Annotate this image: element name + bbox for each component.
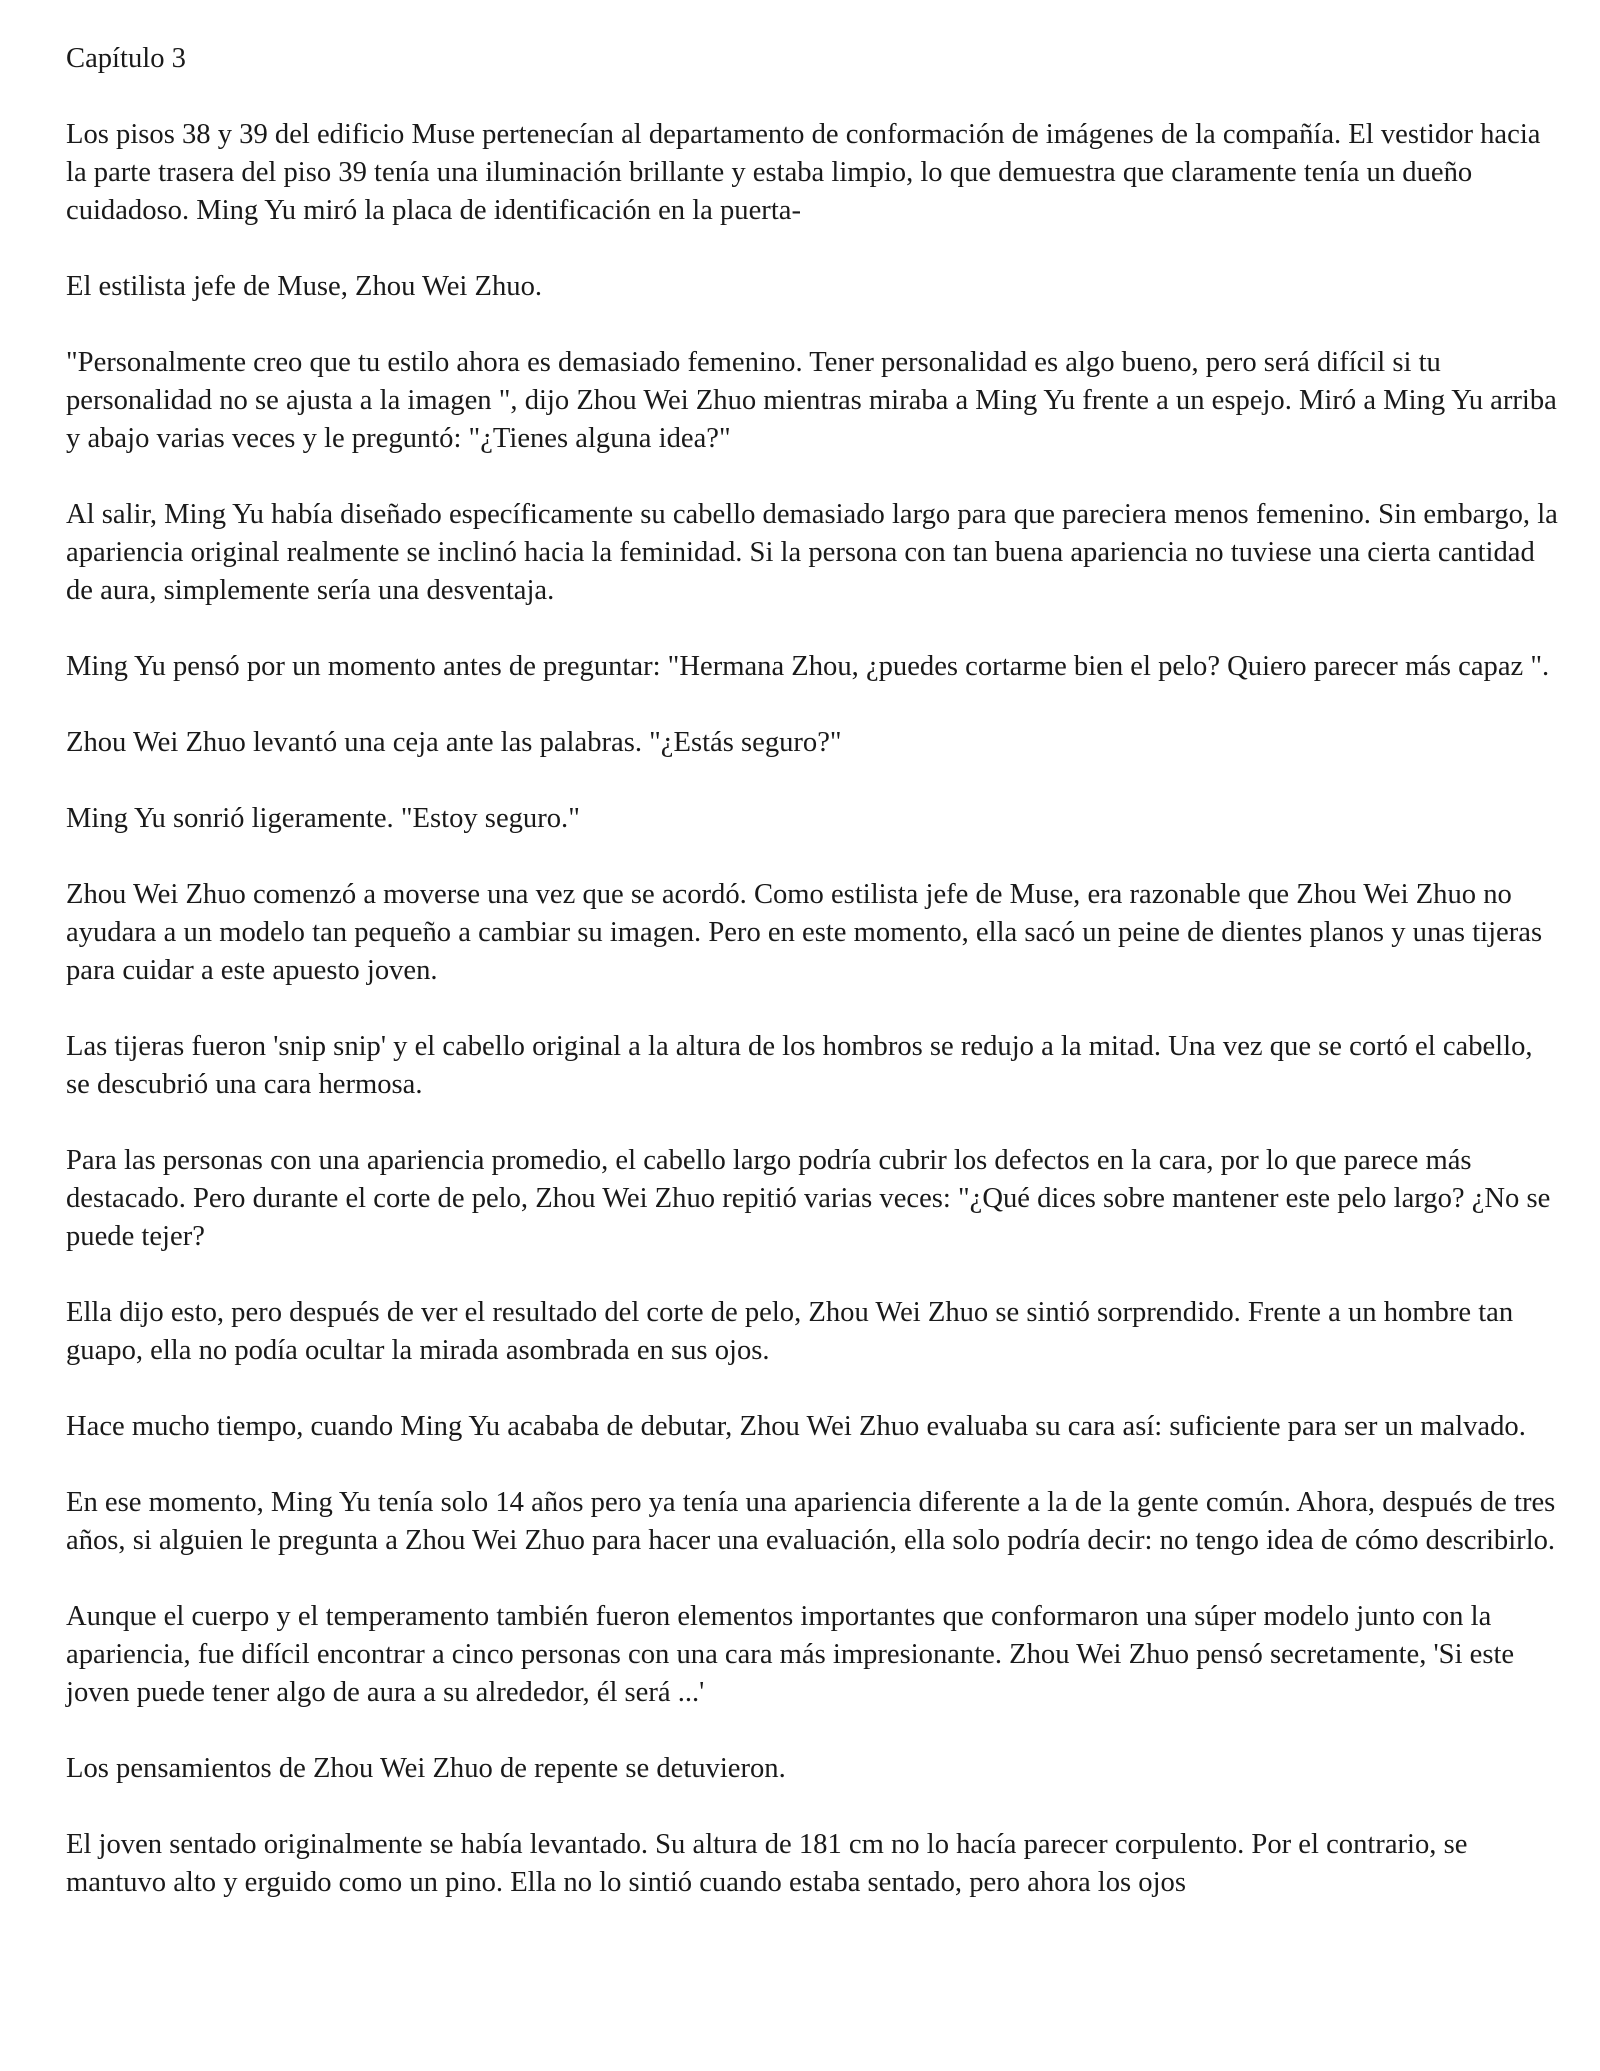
- paragraph-2: El estilista jefe de Muse, Zhou Wei Zhuo.: [66, 271, 543, 302]
- paragraph-8: Zhou Wei Zhuo comenzó a moverse una vez que se acordó. Como estilista jefe de Muse, era razonable que Zhou Wei Zhuo no ayudara a un modelo tan pequeño a cambiar su imagen. Pero en este momento, ella sacó un peine de dientes planos y unas tijeras para cuidar a este apuesto joven.: [66, 879, 1543, 986]
- paragraph-10: Para las personas con una apariencia promedio, el cabello largo podría cubrir los defectos en la cara, por lo que parece más destacado. Pero durante el corte de pelo, Zhou Wei Zhuo repitió varias veces: "¿Qué dices sobre mantener este pelo largo? ¿No se puede tejer?: [66, 1145, 1551, 1252]
- paragraph-4: Al salir, Ming Yu había diseñado específicamente su cabello demasiado largo para que pareciera menos femenino. Sin embargo, la apariencia original realmente se inclinó hacia la feminidad. Si la persona con tan buena apariencia no tuviese una cierta cantidad de aura, simplemente sería una desventaja.: [66, 499, 1558, 606]
- paragraph-12: Hace mucho tiempo, cuando Ming Yu acababa de debutar, Zhou Wei Zhuo evaluaba su cara así: suficiente para ser un malvado.: [66, 1411, 1526, 1442]
- paragraph-5: Ming Yu pensó por un momento antes de preguntar: "Hermana Zhou, ¿puedes cortarme bien el pelo? Quiero parecer más capaz ".: [66, 651, 1550, 682]
- paragraph-15: Los pensamientos de Zhou Wei Zhuo de repente se detuvieron.: [66, 1753, 786, 1784]
- paragraph-9: Las tijeras fueron 'snip snip' y el cabello original a la altura de los hombros se redujo a la mitad. Una vez que se cortó el cabello, se descubrió una cara hermosa.: [66, 1031, 1533, 1100]
- paragraph-11: Ella dijo esto, pero después de ver el resultado del corte de pelo, Zhou Wei Zhuo se sintió sorprendido. Frente a un hombre tan guapo, ella no podía ocultar la mirada asombrada en sus ojos.: [66, 1297, 1514, 1366]
- paragraph-1: Los pisos 38 y 39 del edificio Muse pertenecían al departamento de conformación de imágenes de la compañía. El vestidor hacia la parte trasera del piso 39 tenía una iluminación brillante y estaba limpio, lo que demuestra que claramente tenía un dueño cuidadoso. Ming Yu miró la placa de identificación en la puerta-: [66, 119, 1541, 226]
- paragraph-7: Ming Yu sonrió ligeramente. "Estoy seguro.": [66, 803, 580, 834]
- paragraph-13: En ese momento, Ming Yu tenía solo 14 años pero ya tenía una apariencia diferente a la de la gente común. Ahora, después de tres años, si alguien le pregunta a Zhou Wei Zhuo para hacer una evaluación, ella solo podría decir: no tengo idea de cómo describirlo.: [66, 1487, 1556, 1556]
- paragraph-14: Aunque el cuerpo y el temperamento también fueron elementos importantes que conformaron una súper modelo junto con la apariencia, fue difícil encontrar a cinco personas con una cara más impresionante. Zhou Wei Zhuo pensó secretamente, 'Si este joven puede tener algo de aura a su alrededor, él será ...': [66, 1601, 1515, 1708]
- paragraph-6: Zhou Wei Zhuo levantó una ceja ante las palabras. "¿Estás seguro?": [66, 727, 842, 758]
- chapter-title: Capítulo 3: [66, 43, 186, 74]
- paragraph-16: El joven sentado originalmente se había levantado. Su altura de 181 cm no lo hacía parecer corpulento. Por el contrario, se mantuvo alto y erguido como un pino. Ella no lo sintió cuando estaba sentado, pero ahora los ojos: [66, 1829, 1468, 1898]
- paragraph-3: "Personalmente creo que tu estilo ahora es demasiado femenino. Tener personalidad es algo bueno, pero será difícil si tu personalidad no se ajusta a la imagen ", dijo Zhou Wei Zhuo mientras miraba a Ming Yu frente a un espejo. Miró a Ming Yu arriba y abajo varias veces y le preguntó: "¿Tienes alguna idea?": [66, 347, 1557, 454]
